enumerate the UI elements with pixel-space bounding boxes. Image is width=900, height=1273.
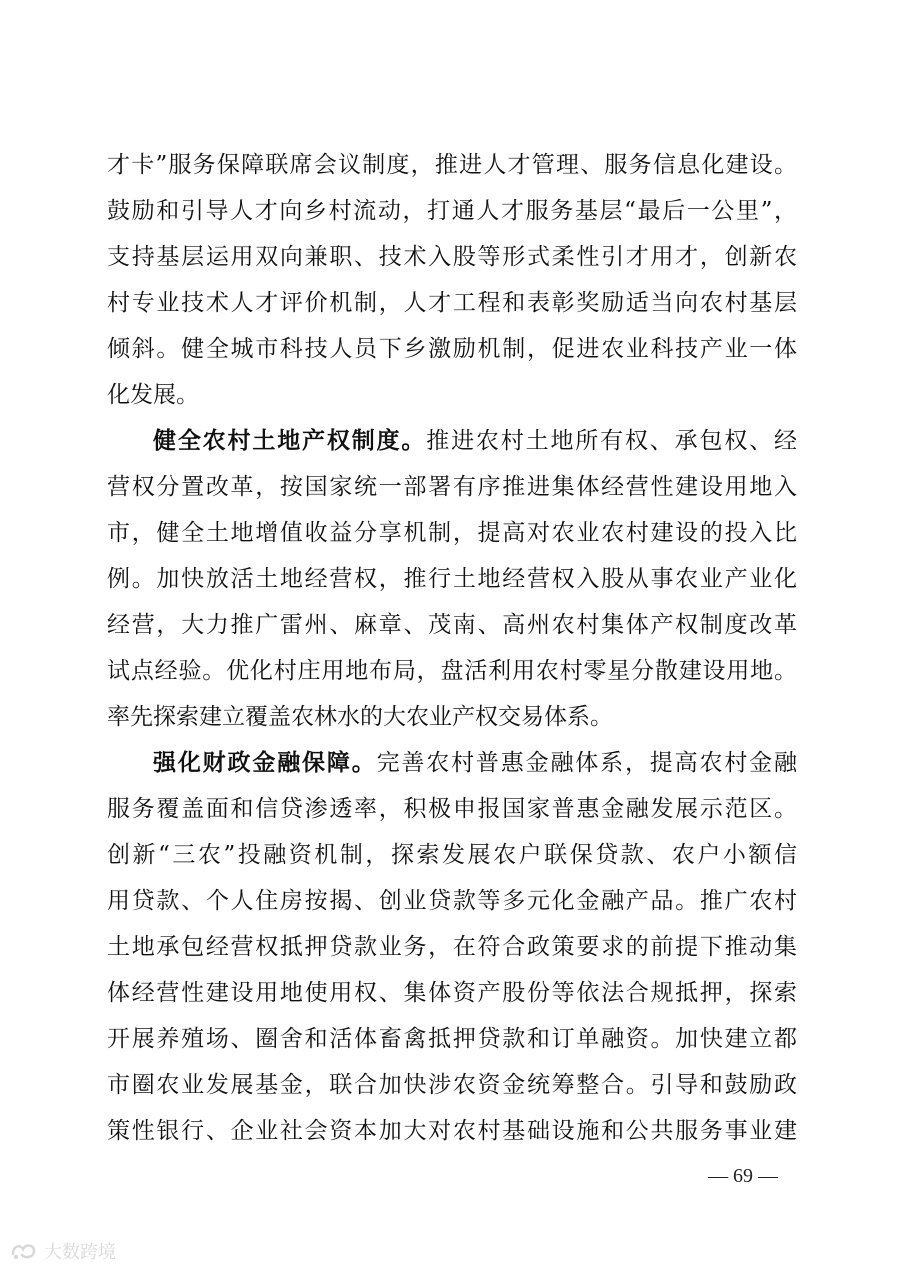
text-line: 营权分置改革，按国家统一部署有序推进集体经营性建设用地入 <box>107 474 797 500</box>
text-line: 支持基层运用双向兼职、技术入股等形式柔性引才用才，创新农 <box>107 244 797 270</box>
paragraph-heading: 强化财政金融保障。 <box>153 750 377 776</box>
brand-logo-icon <box>10 1240 38 1262</box>
watermark-text: 大数跨境 <box>44 1242 116 1263</box>
text-span: 完善农村普惠金融体系，提高农村金融 <box>376 750 798 776</box>
paragraph-heading: 健全农村土地产权制度。 <box>153 428 427 454</box>
text-line: 鼓励和引导人才向乡村流动，打通人才服务基层“最后一公里”， <box>107 198 797 224</box>
text-line: 才卡”服务保障联席会议制度，推进人才管理、服务信息化建设。 <box>107 152 797 178</box>
watermark <box>10 1238 116 1264</box>
text-line: 市圈农业发展基金，联合加快涉农资金统筹整合。引导和鼓励政 <box>107 1072 797 1098</box>
text-line: 创新“三农”投融资机制，探索发展农户联保贷款、农户小额信 <box>107 842 797 868</box>
text-line: 土地承包经营权抵押贷款业务，在符合政策要求的前提下推动集 <box>107 934 797 960</box>
text-line: 率先探索建立覆盖农林水的大农业产权交易体系。 <box>107 704 613 730</box>
page-number: — 69 — <box>708 1165 778 1187</box>
text-line: 化发展。 <box>107 382 199 408</box>
text-line: 倾斜。健全城市科技人员下乡激励机制，促进农业科技产业一体 <box>107 336 797 362</box>
text-span: 推进农村土地所有权、承包权、经 <box>426 428 798 454</box>
text-line: 市，健全土地增值收益分享机制，提高对农业农村建设的投入比 <box>107 520 797 546</box>
text-line: 试点经验。优化村庄用地布局，盘活利用农村零星分散建设用地。 <box>107 658 797 684</box>
paragraph-first-line <box>107 740 797 786</box>
text-line: 策性银行、企业社会资本加大对农村基础设施和公共服务事业建 <box>107 1118 797 1144</box>
text-line: 体经营性建设用地使用权、集体资产股份等依法合规抵押，探索 <box>107 980 797 1006</box>
body-text <box>107 142 797 1154</box>
text-line: 用贷款、个人住房按揭、创业贷款等多元化金融产品。推广农村 <box>107 888 797 914</box>
text-line: 村专业技术人才评价机制，人才工程和表彰奖励适当向农村基层 <box>107 290 797 316</box>
text-line: 例。加快放活土地经营权，推行土地经营权入股从事农业产业化 <box>107 566 797 592</box>
text-line: 开展养殖场、圈舍和活体畜禽抵押贷款和订单融资。加快建立都 <box>107 1026 797 1052</box>
text-line: 经营，大力推广雷州、麻章、茂南、高州农村集体产权制度改革 <box>107 612 797 638</box>
text-line: 服务覆盖面和信贷渗透率，积极申报国家普惠金融发展示范区。 <box>107 796 797 822</box>
paragraph-first-line <box>107 418 797 464</box>
